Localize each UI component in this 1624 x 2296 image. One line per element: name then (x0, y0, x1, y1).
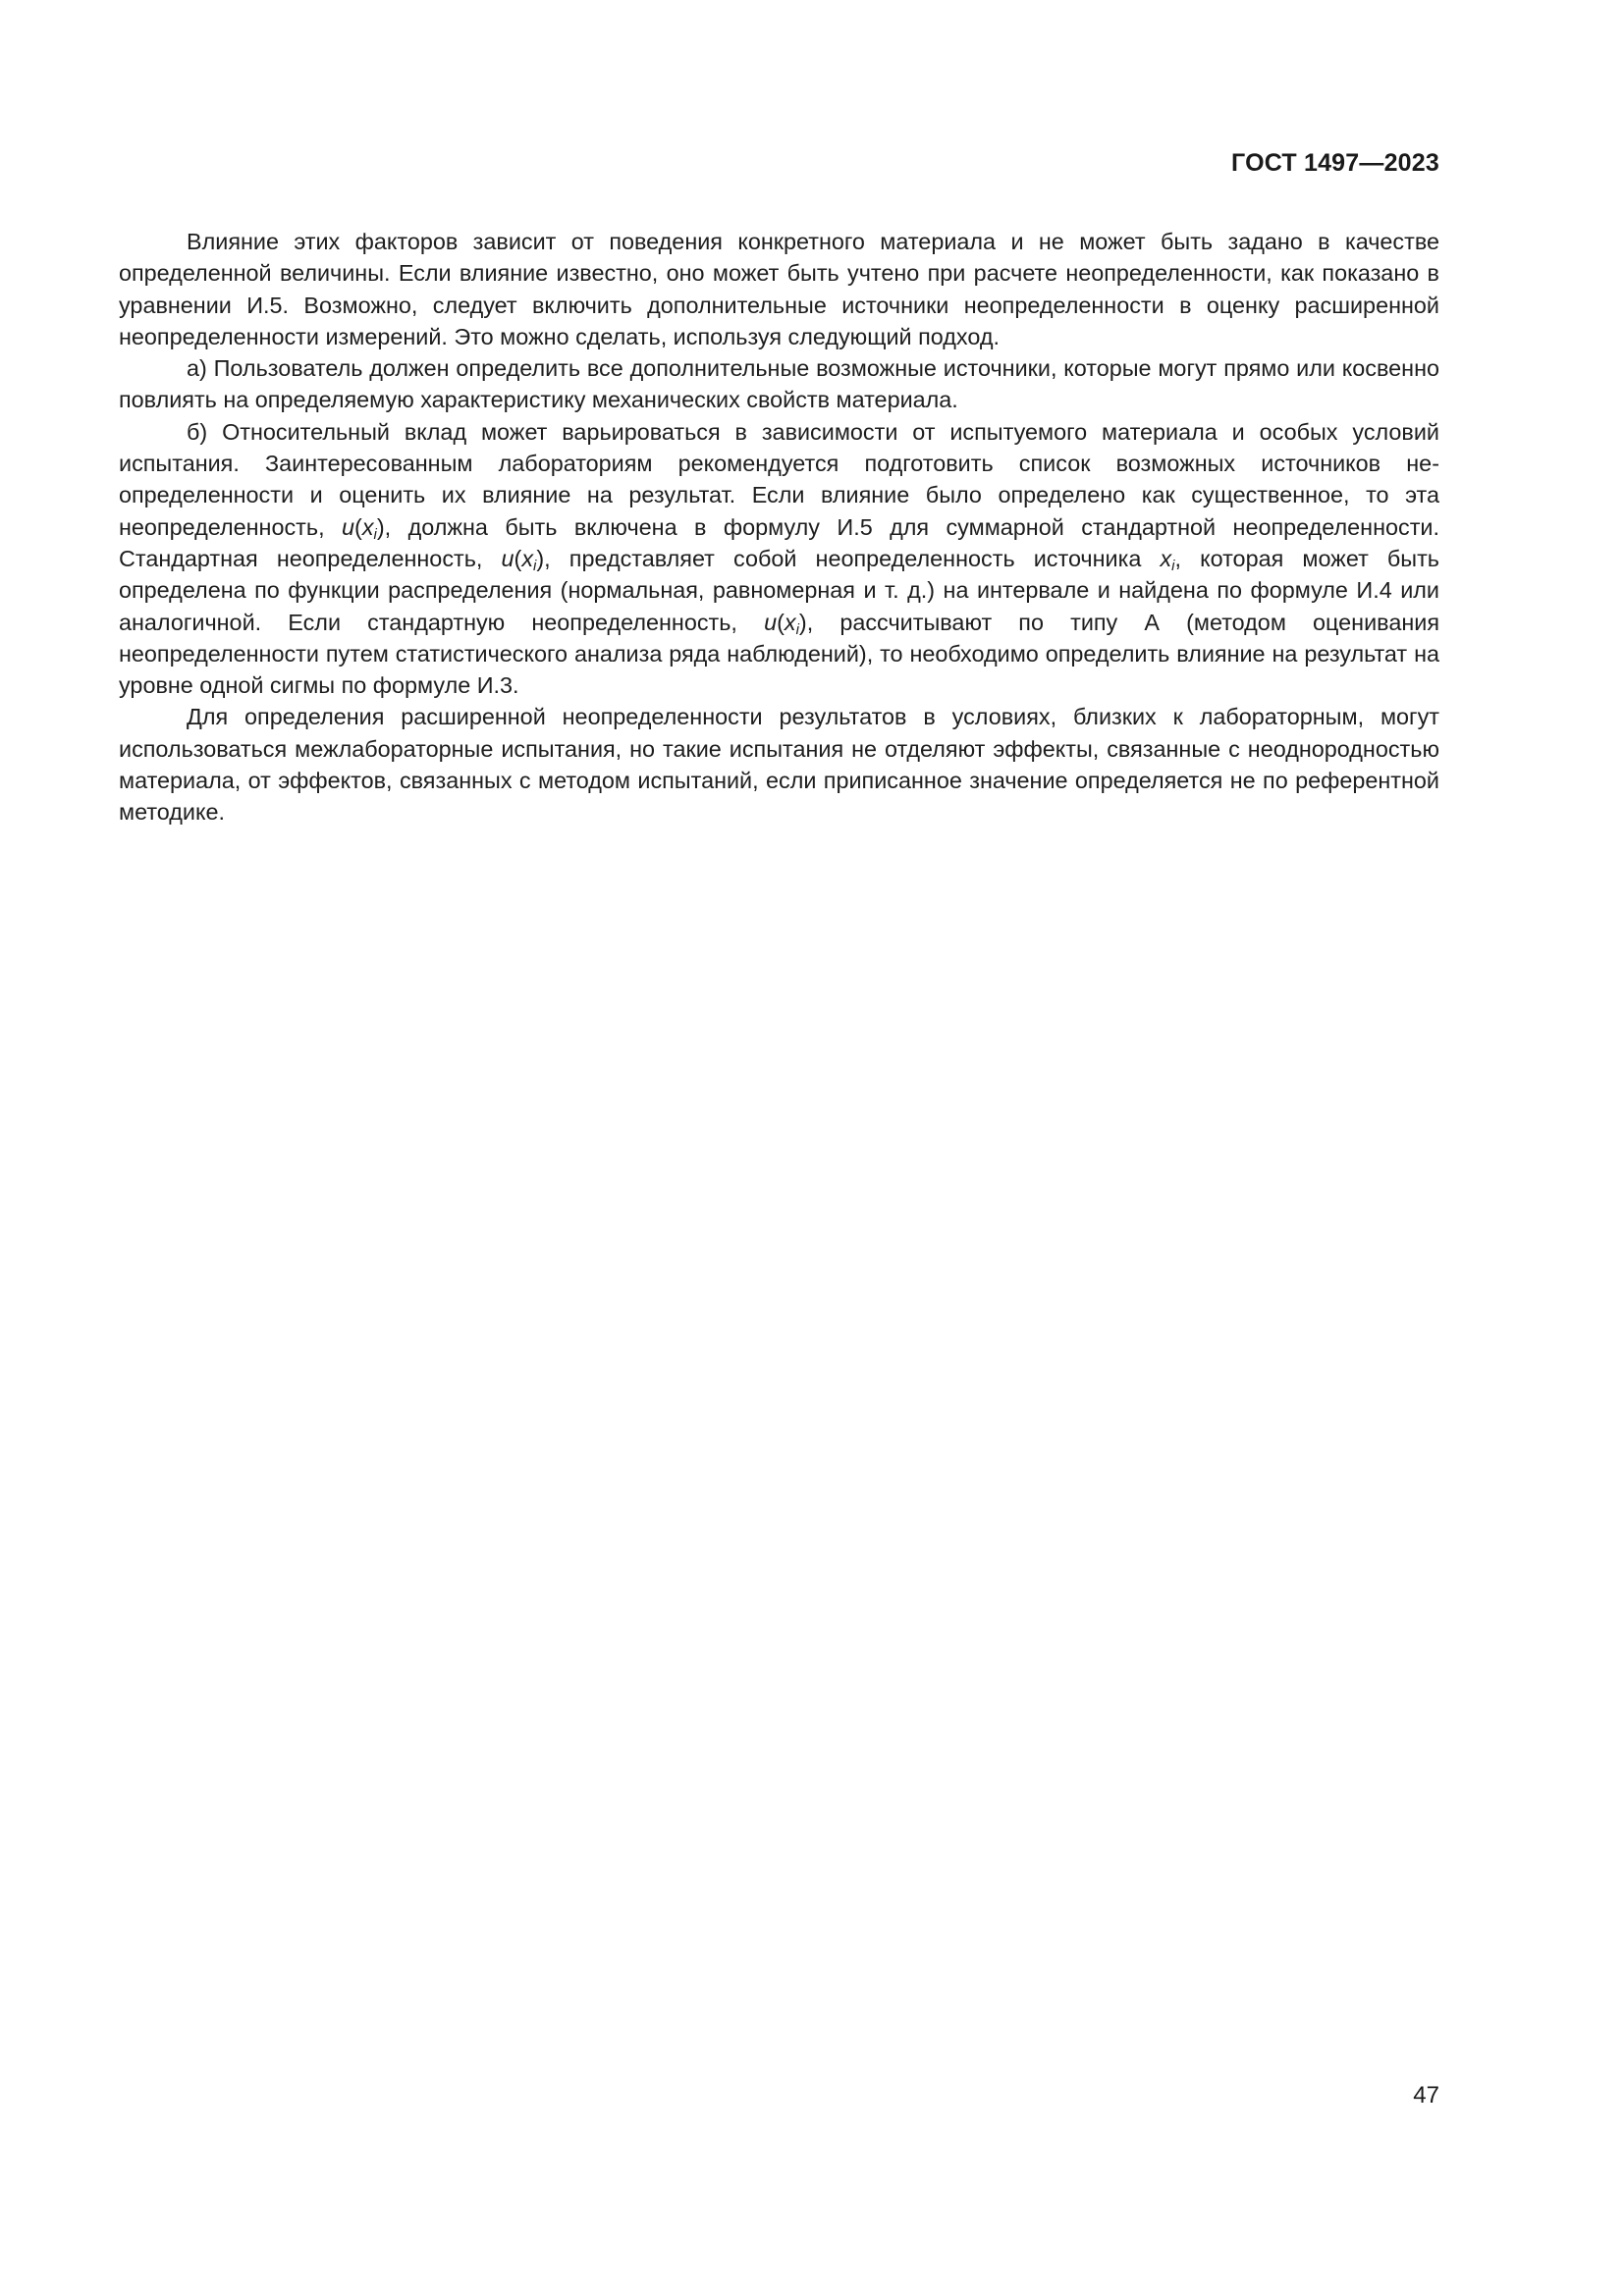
math-u: u (501, 545, 514, 571)
paragraph-factors-influence: Влияние этих факторов зависит от поведения конкретного материала и не может быть задано в качестве определенной величины. Если влияние известно, оно может быть учтено при расчете неопределенности, как показано в уравнении И.5. Возможно, следует включить дополнительные источники неопределенности в оценку расширенной неопределенности измерений. Это можно сделать, используя следующий подход. (119, 229, 1439, 349)
text-run: , представляет собой неопределенность источника (544, 545, 1161, 571)
document-code-header: ГОСТ 1497—2023 (1231, 149, 1439, 177)
paragraph-item-b (119, 416, 1439, 702)
math-paren: ) (376, 513, 385, 540)
math-subscript-i: i (1171, 557, 1175, 574)
math-subscript-i: i (795, 620, 799, 638)
math-u: u (764, 609, 778, 635)
math-paren: ( (777, 609, 785, 635)
paragraph-item-a: а) Пользователь должен определить все дополнительные возможные источники, которые могут прямо или косвенно повлиять на определяемую характеристику механических свойств материала. (119, 355, 1439, 413)
math-x: x (784, 609, 796, 635)
page-number: 47 (1413, 2082, 1439, 2109)
paragraph-interlab-tests: Для определения расширенной неопределенности результатов в условиях, близких к лабораторным, могут использоваться межлабораторные испытания, но такие испытания не отделяют эффекты, связанные с неоднородностью материала, от эффектов, связанных с методом испытаний, если приписанное значение определяется не по референтной методике. (119, 704, 1439, 826)
math-paren: ) (536, 545, 545, 571)
math-subscript-i: i (373, 525, 377, 543)
math-x: x (521, 545, 534, 571)
math-paren: ) (798, 609, 807, 635)
math-x: x (1160, 545, 1172, 571)
body-text (119, 226, 1439, 828)
math-paren: ( (354, 513, 362, 540)
text-run: , которая может быть определена по функции распределения (нормальная, равномерная и т. д.) на интервале и найдена по формуле И.4 или аналогичной. Если стандартную неопределенность, (119, 545, 1439, 635)
math-paren: ( (514, 545, 522, 571)
text-run: , должна быть включена в формулу И.5 для суммарной стандартной неопределенности. Стандартная неопределенность, (119, 513, 1439, 571)
math-x: x (361, 513, 374, 540)
text-run: б) Относительный вклад может варьироваться в зависимости от испытуемого материала и особых условий испытания. Заинтересованным лабораториям рекомендуется подготовить список возможных источников неопределенности и оценить их влияние на результат. Если влияние было определено как существенное, то эта неопределенность, (119, 418, 1439, 540)
math-subscript-i: i (533, 557, 537, 574)
text-run: , рассчитывают по типу А (методом оценивания неопределенности путем статистического анализа ряда наблюдений), то необходимо определить влияние на результат на уровне одной сигмы по формуле И.3. (119, 609, 1439, 699)
math-u: u (342, 513, 355, 540)
